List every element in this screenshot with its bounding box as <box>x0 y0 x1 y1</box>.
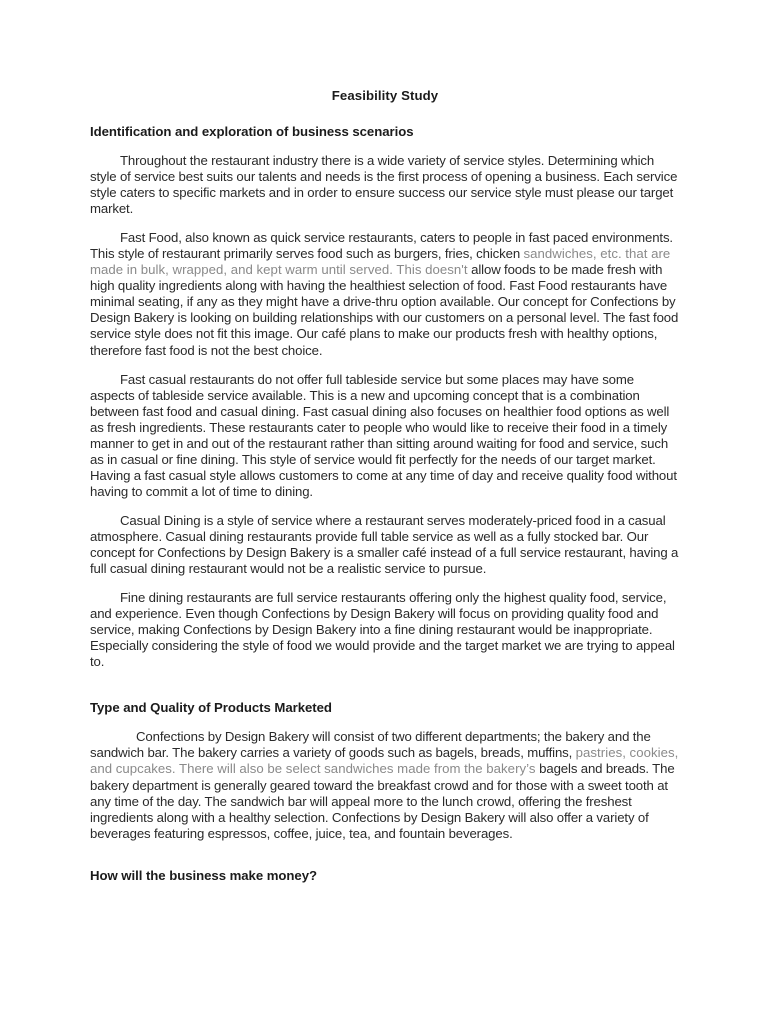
paragraph-departments-tail: bagels and breads. The bakery department is generally geared toward the breakfast crowd and for those with a sweet tooth at any time of the day. The sandwich bar will appeal more to the lunch crowd, offering the freshest ingredients along with a healthy selection. Confections by Design Bakery will also offer a variety of beverages featuring espressos, coffee, juice, tea, and fountain beverages. <box>90 761 675 841</box>
paragraph-fast-food <box>90 230 680 358</box>
paragraph-fast-food-faded-line: sandwiches, etc. that are made in bulk, wrapped, and kept warm until served. This doesn't <box>90 246 671 278</box>
paragraph-fast-casual: Fast casual restaurants do not offer full tableside service but some places may have some aspects of tableside service available. This is a new and upcoming concept that is a combination between fast food and casual dining. Fast casual dining also focuses on healthier food options as well as fresh ingredients. These restaurants cater to people who would like to receive their food in a timely manner to get in and out of the restaurant rather than sitting around waiting for food and service, such as in casual or fine dining. This style of service would fit perfectly for the needs of our target market. Having a fast casual style allows customers to come at any time of day and receive quality food without having to commit a lot of time to dining. <box>90 371 677 499</box>
document-content <box>90 88 680 897</box>
document-title: Feasibility Study <box>331 88 439 103</box>
section-heading-products-marketed: Type and Quality of Products Marketed <box>90 700 332 716</box>
section-heading-business-scenarios: Identification and exploration of business scenarios <box>90 124 414 139</box>
paragraph-departments-lead: Confections by Design Bakery will consist of two different departments; the bakery and the sandwich bar. The bakery carries a variety of goods such as bagels, breads, muffins, <box>90 729 651 761</box>
paragraph-fast-food-tail: allow foods to be made fresh with high quality ingredients along with having the healthiest selection of food. Fast Food restaurants have minimal seating, if any as they might have a drive-thru option available. Our concept for Confections by Design Bakery is looking on building relationships with our customers on a personal level. The fast food service style does not fit this image. Our café plans to make our products fresh with healthy options, therefore fast food is not the best choice. <box>90 262 679 358</box>
paragraph-departments-faded-line: pastries, cookies, and cupcakes. There will also be select sandwiches made from the bakery’s <box>90 745 679 777</box>
paragraph-service-styles-intro: Throughout the restaurant industry there is a wide variety of service styles. Determining which style of service best suits our talents and needs is the first process of opening a business. Each service style caters to specific markets and in order to ensure success our service style must please our target market. <box>90 153 678 217</box>
paragraph-fine-dining: Fine dining restaurants are full service restaurants offering only the highest quality food, service, and experience. Even though Confections by Design Bakery will focus on providing quality food and service, making Confections by Design Bakery into a fine dining restaurant would be inappropriate. Especially considering the style of food we would provide and the target market we are trying to appeal to. <box>90 590 675 670</box>
paragraph-departments <box>90 729 680 841</box>
paragraph-fast-food-lead: Fast Food, also known as quick service restaurants, caters to people in fast paced environments. This style of restaurant primarily serves food such as burgers, fries, chicken <box>90 230 673 262</box>
section-heading-make-money: How will the business make money? <box>90 867 317 883</box>
paragraph-casual-dining: Casual Dining is a style of service where a restaurant serves moderately-priced food in a casual atmosphere. Casual dining restaurants provide full table service as well as a fully stocked bar. Our concept for Confections by Design Bakery is a smaller café instead of a full service restaurant, having a full casual dining restaurant would not be a realistic service to pursue. <box>90 512 679 577</box>
